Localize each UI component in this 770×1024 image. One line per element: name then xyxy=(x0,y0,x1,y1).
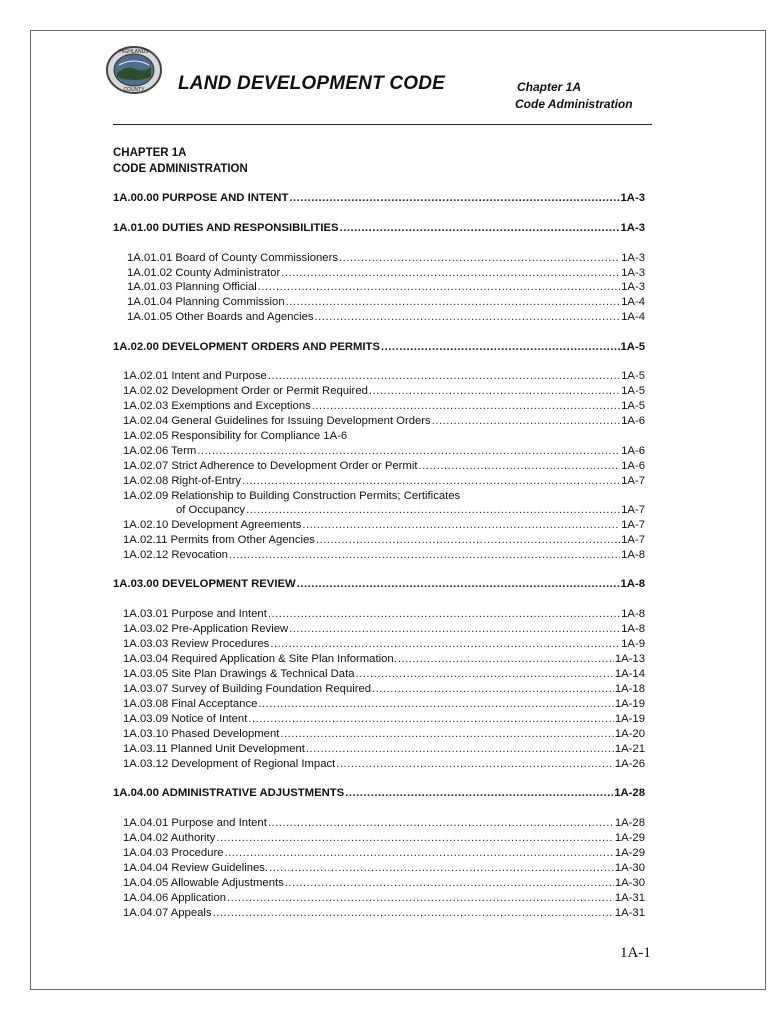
toc-page-number: 1A-7 xyxy=(621,519,645,531)
toc-page-number: 1A-19 xyxy=(614,713,645,725)
toc-page-number: 1A-19 xyxy=(614,698,645,710)
toc-entry-row[interactable] xyxy=(127,266,645,281)
toc-page-number: 1A-26 xyxy=(614,758,645,770)
toc-section-row[interactable] xyxy=(113,786,645,801)
toc-entry-row[interactable] xyxy=(123,906,645,921)
toc-entry-label: 1A.04.01 Purpose and Intent xyxy=(123,817,267,829)
toc-page-number: 1A-8 xyxy=(621,549,645,561)
county-seal-logo xyxy=(105,45,163,95)
toc-page-number: 1A-9 xyxy=(621,638,645,650)
toc-entry-label: 1A.04.04 Review Guidelines. xyxy=(123,862,269,874)
toc-entry-label: 1A.03.08 Final Acceptance xyxy=(123,698,258,710)
toc-entry-label: 1A.02.11 Permits from Other Agencies xyxy=(123,534,315,546)
toc-entry-label: 1A.02.03 Exemptions and Exceptions xyxy=(123,400,311,412)
toc-page-number: 1A-4 xyxy=(621,311,645,323)
toc-entry-label: 1A.02.06 Term xyxy=(123,445,197,457)
toc-entry-row[interactable] xyxy=(123,816,645,831)
toc-entry-label: 1A.03.00 DEVELOPMENT REVIEW xyxy=(113,578,296,590)
toc-entry-label: 1A.02.07 Strict Adherence to Development Order or Permit xyxy=(123,460,418,472)
toc-page-number: 1A-3 xyxy=(621,281,645,293)
toc-entry-label: 1A.00.00 PURPOSE AND INTENT xyxy=(113,192,289,204)
toc-entry-label: 1A.01.03 Planning Official xyxy=(127,281,257,293)
toc-leader-dots xyxy=(269,861,614,876)
toc-leader-dots xyxy=(432,414,620,429)
chapter-heading-line2: CODE ADMINISTRATION xyxy=(113,163,248,175)
toc-page-number: 1A-8 xyxy=(621,608,645,620)
toc-leader-dots xyxy=(285,876,614,891)
toc-entry-row[interactable] xyxy=(123,831,645,846)
toc-entry-label: 1A.02.01 Intent and Purpose xyxy=(123,370,267,382)
toc-entry-label: 1A.03.10 Phased Development xyxy=(123,728,280,740)
toc-entry-row[interactable] xyxy=(127,310,645,325)
toc-entry-label: 1A.01.05 Other Boards and Agencies xyxy=(127,311,314,323)
toc-page-number: 1A-8 xyxy=(621,623,645,635)
toc-entry-label: 1A.02.05 Responsibility for Compliance 1A-6 xyxy=(123,430,348,442)
toc-entry-row[interactable] xyxy=(123,727,645,742)
toc-page-number: 1A-29 xyxy=(614,847,645,859)
toc-leader-dots xyxy=(289,191,619,206)
toc-page-number: 1A-5 xyxy=(621,400,645,412)
toc-leader-dots xyxy=(246,503,620,518)
toc-entry-label: 1A.03.02 Pre-Application Review xyxy=(123,623,289,635)
toc-entry-row[interactable] xyxy=(123,518,645,533)
toc-entry-label: 1A.03.07 Survey of Building Foundation Required xyxy=(123,683,372,695)
toc-leader-dots xyxy=(316,533,620,548)
toc-entry-row[interactable] xyxy=(127,280,645,295)
toc-leader-dots xyxy=(227,891,614,906)
toc-entry-label: of Occupancy xyxy=(176,504,246,516)
toc-page-number: 1A-13 xyxy=(614,653,645,665)
toc-entry-row[interactable] xyxy=(123,712,645,727)
toc-entry-row[interactable] xyxy=(123,384,645,399)
toc-entry-row[interactable] xyxy=(123,548,645,563)
toc-page-number: 1A-3 xyxy=(621,252,645,264)
toc-leader-dots xyxy=(345,786,613,801)
toc-entry-row[interactable] xyxy=(123,489,645,504)
toc-entry-row[interactable] xyxy=(123,369,645,384)
toc-leader-dots xyxy=(419,459,621,474)
toc-entry-row[interactable] xyxy=(127,251,645,266)
toc-entry-row[interactable] xyxy=(123,876,645,891)
toc-leader-dots xyxy=(339,251,620,266)
toc-leader-dots xyxy=(369,384,620,399)
chapter-label: Chapter 1A xyxy=(517,80,582,94)
toc-leader-dots xyxy=(258,280,620,295)
toc-page-number: 1A-5 xyxy=(620,341,645,353)
page-number: 1A-1 xyxy=(620,945,651,961)
toc-page-number: 1A-3 xyxy=(620,222,645,234)
toc-page-number: 1A-3 xyxy=(621,267,645,279)
toc-page-number: 1A-30 xyxy=(614,862,645,874)
toc-leader-dots xyxy=(281,266,620,281)
toc-entry-row[interactable] xyxy=(123,682,645,697)
toc-page-number: 1A-31 xyxy=(614,907,645,919)
toc-page-number: 1A-21 xyxy=(614,743,645,755)
toc-entry-label: 1A.02.12 Revocation xyxy=(123,549,228,561)
toc-entry-label: 1A.02.04 General Guidelines for Issuing Development Orders xyxy=(123,415,431,427)
toc-entry-row[interactable] xyxy=(123,414,645,429)
toc-page-number: 1A-6 xyxy=(621,460,645,472)
toc-leader-dots xyxy=(213,906,614,921)
chapter-heading-line1: CHAPTER 1A xyxy=(113,147,187,159)
toc-entry-label: 1A.03.04 Required Application & Site Plan Information. xyxy=(123,653,397,665)
toc-entry-label: 1A.02.09 Relationship to Building Construction Permits; Certificates xyxy=(123,490,461,502)
toc-entry-row[interactable] xyxy=(123,846,645,861)
svg-text:COUNTY: COUNTY xyxy=(123,87,145,93)
toc-page-number: 1A-3 xyxy=(620,192,645,204)
toc-section-row[interactable] xyxy=(113,191,645,206)
toc-leader-dots xyxy=(286,295,621,310)
toc-entry-row[interactable] xyxy=(123,607,645,622)
toc-entry-label: 1A.04.03 Procedure xyxy=(123,847,224,859)
toc-page-number: 1A-14 xyxy=(614,668,645,680)
svg-text:HIGHLANDS: HIGHLANDS xyxy=(119,49,149,55)
toc-page-number: 1A-28 xyxy=(614,787,645,799)
toc-page-number: 1A-20 xyxy=(614,728,645,740)
toc-leader-dots xyxy=(372,682,614,697)
toc-leader-dots xyxy=(258,697,613,712)
toc-leader-dots xyxy=(268,369,620,384)
toc-entry-row[interactable] xyxy=(123,429,645,444)
toc-entry-row[interactable] xyxy=(123,637,645,652)
toc-page-number: 1A-7 xyxy=(621,534,645,546)
toc-leader-dots xyxy=(336,757,614,772)
toc-entry-label: 1A.03.01 Purpose and Intent xyxy=(123,608,267,620)
toc-entry-row[interactable] xyxy=(123,861,645,876)
chapter-subtitle: Code Administration xyxy=(515,97,633,111)
toc-entry-label: 1A.01.02 County Administrator xyxy=(127,267,281,279)
toc-entry-row[interactable] xyxy=(123,533,645,548)
toc-entry-row[interactable] xyxy=(123,697,645,712)
toc-entry-row[interactable] xyxy=(123,667,645,682)
toc-entry-label: 1A.03.05 Site Plan Drawings & Technical Data xyxy=(123,668,355,680)
toc-leader-dots xyxy=(197,444,620,459)
toc-entry-row[interactable] xyxy=(123,742,645,757)
toc-page-number: 1A-5 xyxy=(621,385,645,397)
toc-entry-label: 1A.02.00 DEVELOPMENT ORDERS AND PERMITS xyxy=(113,341,380,353)
document-title: LAND DEVELOPMENT CODE xyxy=(178,73,446,94)
toc-section-row[interactable] xyxy=(113,340,645,355)
toc-entry-label: 1A.03.12 Development of Regional Impact xyxy=(123,758,336,770)
toc-entry-label: 1A.01.01 Board of County Commissioners xyxy=(127,252,338,264)
toc-page-number: 1A-7 xyxy=(621,504,645,516)
toc-entry-label: 1A.02.02 Development Order or Permit Required xyxy=(123,385,368,397)
toc-leader-dots xyxy=(356,667,614,682)
toc-entry-label: 1A.04.05 Allowable Adjustments xyxy=(123,877,284,889)
toc-leader-dots xyxy=(315,310,621,325)
toc-entry-label: 1A.03.09 Notice of Intent xyxy=(123,713,248,725)
toc-entry-row[interactable] xyxy=(123,652,645,667)
toc-page-number: 1A-6 xyxy=(621,445,645,457)
toc-page-number: 1A-4 xyxy=(621,296,645,308)
toc-entry-row[interactable] xyxy=(123,444,645,459)
header-rule xyxy=(113,124,652,125)
toc-leader-dots xyxy=(268,607,620,622)
toc-page-number: 1A-28 xyxy=(614,817,645,829)
toc-entry-row[interactable] xyxy=(123,891,645,906)
toc-leader-dots xyxy=(289,622,620,637)
toc-page-number: 1A-6 xyxy=(621,415,645,427)
toc-page-number: 1A-30 xyxy=(614,877,645,889)
toc-leader-dots xyxy=(229,548,620,563)
toc-entry-label: 1A.04.06 Application xyxy=(123,892,227,904)
toc-entry-label: 1A.02.08 Right-of-Entry xyxy=(123,475,242,487)
toc-entry-row[interactable] xyxy=(123,399,645,414)
toc-entry-row[interactable] xyxy=(123,459,645,474)
toc-entry-label: 1A.01.00 DUTIES AND RESPONSIBILITIES xyxy=(113,222,339,234)
toc-page-number: 1A-31 xyxy=(614,892,645,904)
toc-leader-dots xyxy=(216,831,614,846)
toc-leader-dots xyxy=(302,518,620,533)
toc-leader-dots xyxy=(297,577,620,592)
toc-page-number: 1A-7 xyxy=(621,475,645,487)
toc-leader-dots xyxy=(248,712,613,727)
toc-page-number: 1A-8 xyxy=(620,578,645,590)
toc-page-number: 1A-18 xyxy=(614,683,645,695)
toc-entry-label: 1A.04.02 Authority xyxy=(123,832,216,844)
toc-entry-row[interactable] xyxy=(123,757,645,772)
toc-section-row[interactable] xyxy=(113,221,645,236)
toc-leader-dots xyxy=(398,652,614,667)
toc-entry-label: 1A.03.03 Review Procedures xyxy=(123,638,270,650)
toc-leader-dots xyxy=(268,816,614,831)
toc-page-number: 1A-29 xyxy=(614,832,645,844)
toc-entry-label: 1A.02.10 Development Agreements xyxy=(123,519,302,531)
toc-section-row[interactable] xyxy=(113,577,645,592)
toc-leader-dots xyxy=(340,221,620,236)
toc-entry-label: 1A.01.04 Planning Commission xyxy=(127,296,285,308)
toc-page-number: 1A-5 xyxy=(621,370,645,382)
toc-leader-dots xyxy=(270,637,620,652)
toc-entry-label: 1A.03.11 Planned Unit Development xyxy=(123,743,305,755)
toc-entry-label: 1A.04.00 ADMINISTRATIVE ADJUSTMENTS xyxy=(113,787,345,799)
toc-entry-row[interactable] xyxy=(176,503,645,518)
toc-leader-dots xyxy=(280,727,613,742)
toc-leader-dots xyxy=(306,742,614,757)
toc-leader-dots xyxy=(225,846,614,861)
toc-entry-row[interactable] xyxy=(127,295,645,310)
toc-leader-dots xyxy=(381,340,620,355)
toc-entry-row[interactable] xyxy=(123,474,645,489)
toc-entry-row[interactable] xyxy=(123,622,645,637)
toc-leader-dots xyxy=(312,399,620,414)
toc-leader-dots xyxy=(242,474,620,489)
toc-entry-label: 1A.04.07 Appeals xyxy=(123,907,212,919)
